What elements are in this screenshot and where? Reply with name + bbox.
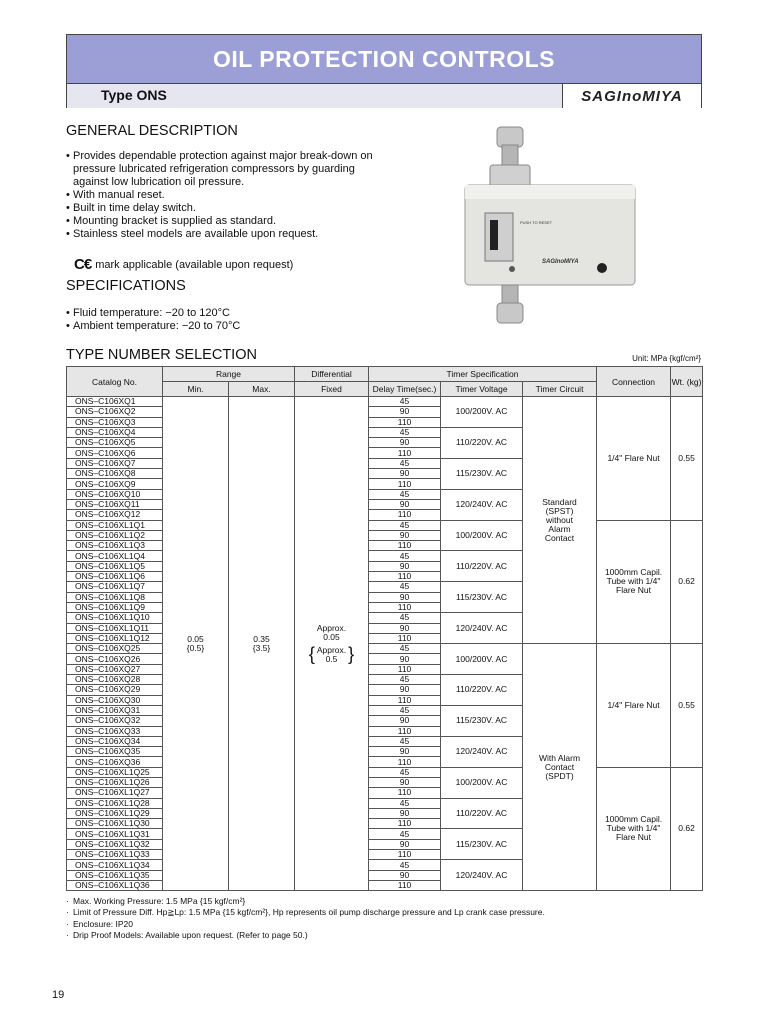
catalog-number: ONS–C106XQ29 — [67, 685, 163, 695]
delay-time: 110 — [369, 602, 441, 612]
delay-time: 90 — [369, 530, 441, 540]
catalog-number: ONS–C106XQ35 — [67, 747, 163, 757]
col-differential: Differential — [295, 367, 369, 382]
timer-voltage: 115/230V. AC — [441, 829, 523, 860]
delay-time: 90 — [369, 592, 441, 602]
product-photo — [460, 125, 648, 330]
catalog-number: ONS–C106XL1Q28 — [67, 798, 163, 808]
catalog-number: ONS–C106XL1Q8 — [67, 592, 163, 602]
delay-time: 45 — [369, 736, 441, 746]
timer-circuit: Standard (SPST) without Alarm Contact — [523, 397, 597, 644]
delay-time: 45 — [369, 675, 441, 685]
connection: 1000mm Capil. Tube with 1/4" Flare Nut — [597, 520, 671, 644]
timer-voltage: 110/220V. AC — [441, 798, 523, 829]
timer-voltage: 110/220V. AC — [441, 427, 523, 458]
timer-voltage: 110/220V. AC — [441, 551, 523, 582]
description-bullet-text: With manual reset. — [73, 189, 165, 201]
catalog-number: ONS–C106XQ28 — [67, 675, 163, 685]
catalog-number: ONS–C106XL1Q35 — [67, 870, 163, 880]
catalog-number: ONS–C106XQ32 — [67, 716, 163, 726]
description-bullet-text: Provides dependable protection against major break-down on pressure lubricated refrigeration compressors by guarding against low lubrication oil pressure. — [73, 150, 373, 188]
delay-time: 110 — [369, 695, 441, 705]
connection: 1000mm Capil. Tube with 1/4" Flare Nut — [597, 767, 671, 891]
bullet-dot: • — [66, 189, 70, 201]
catalog-number: ONS–C106XL1Q11 — [67, 623, 163, 633]
catalog-number: ONS–C106XL1Q9 — [67, 602, 163, 612]
catalog-number: ONS–C106XQ31 — [67, 705, 163, 715]
col-range: Range — [163, 367, 295, 382]
delay-time: 45 — [369, 767, 441, 777]
catalog-number: ONS–C106XQ7 — [67, 458, 163, 468]
footnote-text: Enclosure: IP20 — [73, 918, 134, 929]
spec-bullet-text: Fluid temperature: −20 to 120°C — [73, 307, 230, 319]
col-fixed: Fixed — [295, 382, 369, 397]
col-timer: Timer Specification — [369, 367, 597, 382]
delay-time: 110 — [369, 880, 441, 890]
col-circuit: Timer Circuit — [523, 382, 597, 397]
bullet-dot: • — [66, 215, 70, 227]
specifications-heading: SPECIFICATIONS — [66, 278, 186, 294]
footnote-dot: · — [66, 918, 69, 929]
description-bullet-text: Stainless steel models are available upon request. — [73, 228, 319, 240]
delay-time: 90 — [369, 499, 441, 509]
catalog-number: ONS–C106XQ27 — [67, 664, 163, 674]
table-row — [67, 520, 703, 530]
table-row — [67, 397, 703, 407]
delay-time: 45 — [369, 860, 441, 870]
ce-note-text: mark applicable (available upon request) — [95, 258, 294, 271]
connection: 1/4" Flare Nut — [597, 644, 671, 768]
col-min: Min. — [163, 382, 229, 397]
delay-time: 90 — [369, 747, 441, 757]
catalog-number: ONS–C106XQ2 — [67, 407, 163, 417]
delay-time: 110 — [369, 572, 441, 582]
delay-time: 110 — [369, 417, 441, 427]
col-catalog: Catalog No. — [67, 367, 163, 397]
specifications-list — [66, 307, 240, 333]
catalog-number: ONS–C106XL1Q36 — [67, 880, 163, 890]
catalog-number: ONS–C106XQ25 — [67, 644, 163, 654]
footnote-dot: · — [66, 930, 69, 941]
catalog-number: ONS–C106XQ36 — [67, 757, 163, 767]
delay-time: 90 — [369, 870, 441, 880]
catalog-number: ONS–C106XL1Q4 — [67, 551, 163, 561]
description-bullet — [66, 228, 376, 241]
catalog-number: ONS–C106XL1Q2 — [67, 530, 163, 540]
delay-time: 110 — [369, 757, 441, 767]
catalog-number: ONS–C106XQ26 — [67, 654, 163, 664]
catalog-number: ONS–C106XL1Q27 — [67, 788, 163, 798]
delay-time: 45 — [369, 798, 441, 808]
spec-bullet — [66, 320, 240, 333]
bullet-dot: • — [66, 320, 70, 332]
type-label — [101, 87, 167, 103]
general-description-list — [66, 150, 376, 241]
delay-time: 90 — [369, 407, 441, 417]
catalog-number: ONS–C106XQ30 — [67, 695, 163, 705]
catalog-number: ONS–C106XQ11 — [67, 499, 163, 509]
brand-logo-text: SAGInoMIYA — [581, 87, 683, 105]
type-name: ONS — [136, 87, 167, 103]
footnote-text: Limit of Pressure Diff. Hp≧Lp: 1.5 MPa {15 kgf/cm²}, Hp represents oil pump discharge pressure and Lp crank case pressure. — [73, 907, 545, 918]
type-number-table — [66, 366, 703, 891]
delay-time: 45 — [369, 427, 441, 437]
col-max: Max. — [229, 382, 295, 397]
timer-voltage: 100/200V. AC — [441, 520, 523, 551]
delay-time: 110 — [369, 510, 441, 520]
footnote — [66, 896, 545, 907]
delay-time: 90 — [369, 839, 441, 849]
connection: 1/4" Flare Nut — [597, 397, 671, 521]
timer-voltage: 100/200V. AC — [441, 767, 523, 798]
col-voltage: Timer Voltage — [441, 382, 523, 397]
col-connection: Connection — [597, 367, 671, 397]
delay-time: 90 — [369, 777, 441, 787]
delay-time: 110 — [369, 633, 441, 643]
bullet-dot: • — [66, 228, 70, 240]
title-banner — [66, 34, 702, 108]
footnote — [66, 930, 545, 941]
catalog-number: ONS–C106XL1Q33 — [67, 850, 163, 860]
footnotes — [66, 896, 545, 942]
weight: 0.55 — [671, 644, 703, 768]
catalog-number: ONS–C106XL1Q30 — [67, 819, 163, 829]
bullet-dot: • — [66, 307, 70, 319]
delay-time: 110 — [369, 850, 441, 860]
differential-cell — [295, 397, 369, 891]
weight: 0.62 — [671, 767, 703, 891]
catalog-number: ONS–C106XL1Q6 — [67, 572, 163, 582]
timer-voltage: 115/230V. AC — [441, 458, 523, 489]
description-bullet — [66, 189, 376, 202]
timer-voltage: 110/220V. AC — [441, 675, 523, 706]
footnote-text: Drip Proof Models: Available upon request. (Refer to page 50.) — [73, 930, 308, 941]
delay-time: 110 — [369, 726, 441, 736]
delay-time: 90 — [369, 561, 441, 571]
catalog-number: ONS–C106XL1Q34 — [67, 860, 163, 870]
table-body — [67, 397, 703, 891]
catalog-number: ONS–C106XQ1 — [67, 397, 163, 407]
catalog-number: ONS–C106XL1Q32 — [67, 839, 163, 849]
reset-label: PUSH TO RESET — [520, 220, 553, 225]
catalog-number: ONS–C106XL1Q25 — [67, 767, 163, 777]
delay-time: 110 — [369, 448, 441, 458]
delay-time: 45 — [369, 551, 441, 561]
delay-time: 110 — [369, 788, 441, 798]
delay-time: 45 — [369, 458, 441, 468]
unit-note: Unit: MPa {kgf/cm²} — [632, 354, 701, 363]
catalog-number: ONS–C106XL1Q7 — [67, 582, 163, 592]
description-bullet-text: Built in time delay switch. — [73, 202, 196, 214]
general-description-heading: GENERAL DESCRIPTION — [66, 123, 238, 139]
catalog-number: ONS–C106XQ5 — [67, 438, 163, 448]
delay-time: 110 — [369, 819, 441, 829]
timer-voltage: 100/200V. AC — [441, 397, 523, 428]
brace-right-icon: } — [348, 644, 355, 665]
footnote-text: Max. Working Pressure: 1.5 MPa {15 kgf/cm²} — [73, 896, 246, 906]
screw-icon — [509, 266, 515, 272]
delay-time: 90 — [369, 623, 441, 633]
spec-bullet — [66, 307, 240, 320]
catalog-number: ONS–C106XQ33 — [67, 726, 163, 736]
delay-time: 45 — [369, 829, 441, 839]
delay-time: 45 — [369, 489, 441, 499]
catalog-number: ONS–C106XL1Q5 — [67, 561, 163, 571]
delay-time: 110 — [369, 479, 441, 489]
range-max: 0.35 {3.5} — [229, 397, 295, 891]
delay-time: 45 — [369, 613, 441, 623]
table-row — [67, 767, 703, 777]
delay-time: 90 — [369, 685, 441, 695]
delay-time: 45 — [369, 397, 441, 407]
catalog-number: ONS–C106XQ10 — [67, 489, 163, 499]
catalog-number: ONS–C106XQ3 — [67, 417, 163, 427]
description-bullet — [66, 202, 376, 215]
delay-time: 110 — [369, 664, 441, 674]
catalog-number: ONS–C106XL1Q1 — [67, 520, 163, 530]
table-row — [67, 644, 703, 654]
catalog-number: ONS–C106XL1Q12 — [67, 633, 163, 643]
timer-circuit: With Alarm Contact (SPDT) — [523, 644, 597, 891]
catalog-number: ONS–C106XQ9 — [67, 479, 163, 489]
description-bullet-text: Mounting bracket is supplied as standard. — [73, 215, 277, 227]
catalog-number: ONS–C106XQ34 — [67, 736, 163, 746]
page-number: 19 — [52, 989, 65, 1001]
bullet-dot: • — [66, 150, 70, 162]
brand-logo — [562, 84, 701, 108]
delay-time: 45 — [369, 644, 441, 654]
weight: 0.62 — [671, 520, 703, 644]
reset-button-icon — [597, 263, 607, 273]
delay-time: 90 — [369, 438, 441, 448]
timer-voltage: 120/240V. AC — [441, 489, 523, 520]
timer-voltage: 100/200V. AC — [441, 644, 523, 675]
delay-time: 45 — [369, 582, 441, 592]
catalog-number: ONS–C106XQ12 — [67, 510, 163, 520]
type-prefix: Type — [101, 87, 137, 103]
delay-time: 90 — [369, 469, 441, 479]
delay-time: 90 — [369, 808, 441, 818]
delay-time: 90 — [369, 716, 441, 726]
catalog-number: ONS–C106XQ4 — [67, 427, 163, 437]
product-brand: SAGInoMIYA — [542, 259, 579, 265]
col-weight: Wt. (kg) — [671, 367, 703, 397]
catalog-number: ONS–C106XL1Q3 — [67, 541, 163, 551]
timer-voltage: 115/230V. AC — [441, 705, 523, 736]
timer-voltage: 120/240V. AC — [441, 736, 523, 767]
footnote-dot: · — [66, 907, 69, 918]
catalog-number: ONS–C106XQ6 — [67, 448, 163, 458]
catalog-number: ONS–C106XL1Q29 — [67, 808, 163, 818]
catalog-number: ONS–C106XL1Q26 — [67, 777, 163, 787]
catalog-number: ONS–C106XQ8 — [67, 469, 163, 479]
page-title: OIL PROTECTION CONTROLS — [67, 35, 701, 84]
timer-voltage: 120/240V. AC — [441, 860, 523, 891]
description-bullet — [66, 150, 376, 189]
catalog-number: ONS–C106XL1Q31 — [67, 829, 163, 839]
differential-alt — [309, 646, 354, 664]
timer-voltage: 120/240V. AC — [441, 613, 523, 644]
range-min: 0.05 {0.5} — [163, 397, 229, 891]
spec-bullet-text: Ambient temperature: −20 to 70°C — [73, 320, 241, 332]
description-bullet — [66, 215, 376, 228]
differential-alt-value: Approx. 0.5 — [316, 644, 347, 664]
delay-time: 110 — [369, 541, 441, 551]
footnote — [66, 907, 545, 918]
delay-time: 45 — [369, 520, 441, 530]
type-number-selection-heading: TYPE NUMBER SELECTION — [66, 347, 257, 363]
ce-mark-icon: C€ — [74, 256, 92, 273]
delay-time: 45 — [369, 705, 441, 715]
type-bar — [67, 84, 701, 108]
ce-note — [74, 256, 293, 273]
bullet-dot: • — [66, 202, 70, 214]
weight: 0.55 — [671, 397, 703, 521]
timer-voltage: 115/230V. AC — [441, 582, 523, 613]
delay-time: 90 — [369, 654, 441, 664]
catalog-number: ONS–C106XL1Q10 — [67, 613, 163, 623]
col-delay: Delay Time(sec.) — [369, 382, 441, 397]
footnote — [66, 919, 545, 930]
footnote-dot: · — [66, 896, 69, 906]
brace-left-icon: { — [308, 644, 315, 665]
differential-value: Approx. 0.05 — [316, 622, 347, 642]
